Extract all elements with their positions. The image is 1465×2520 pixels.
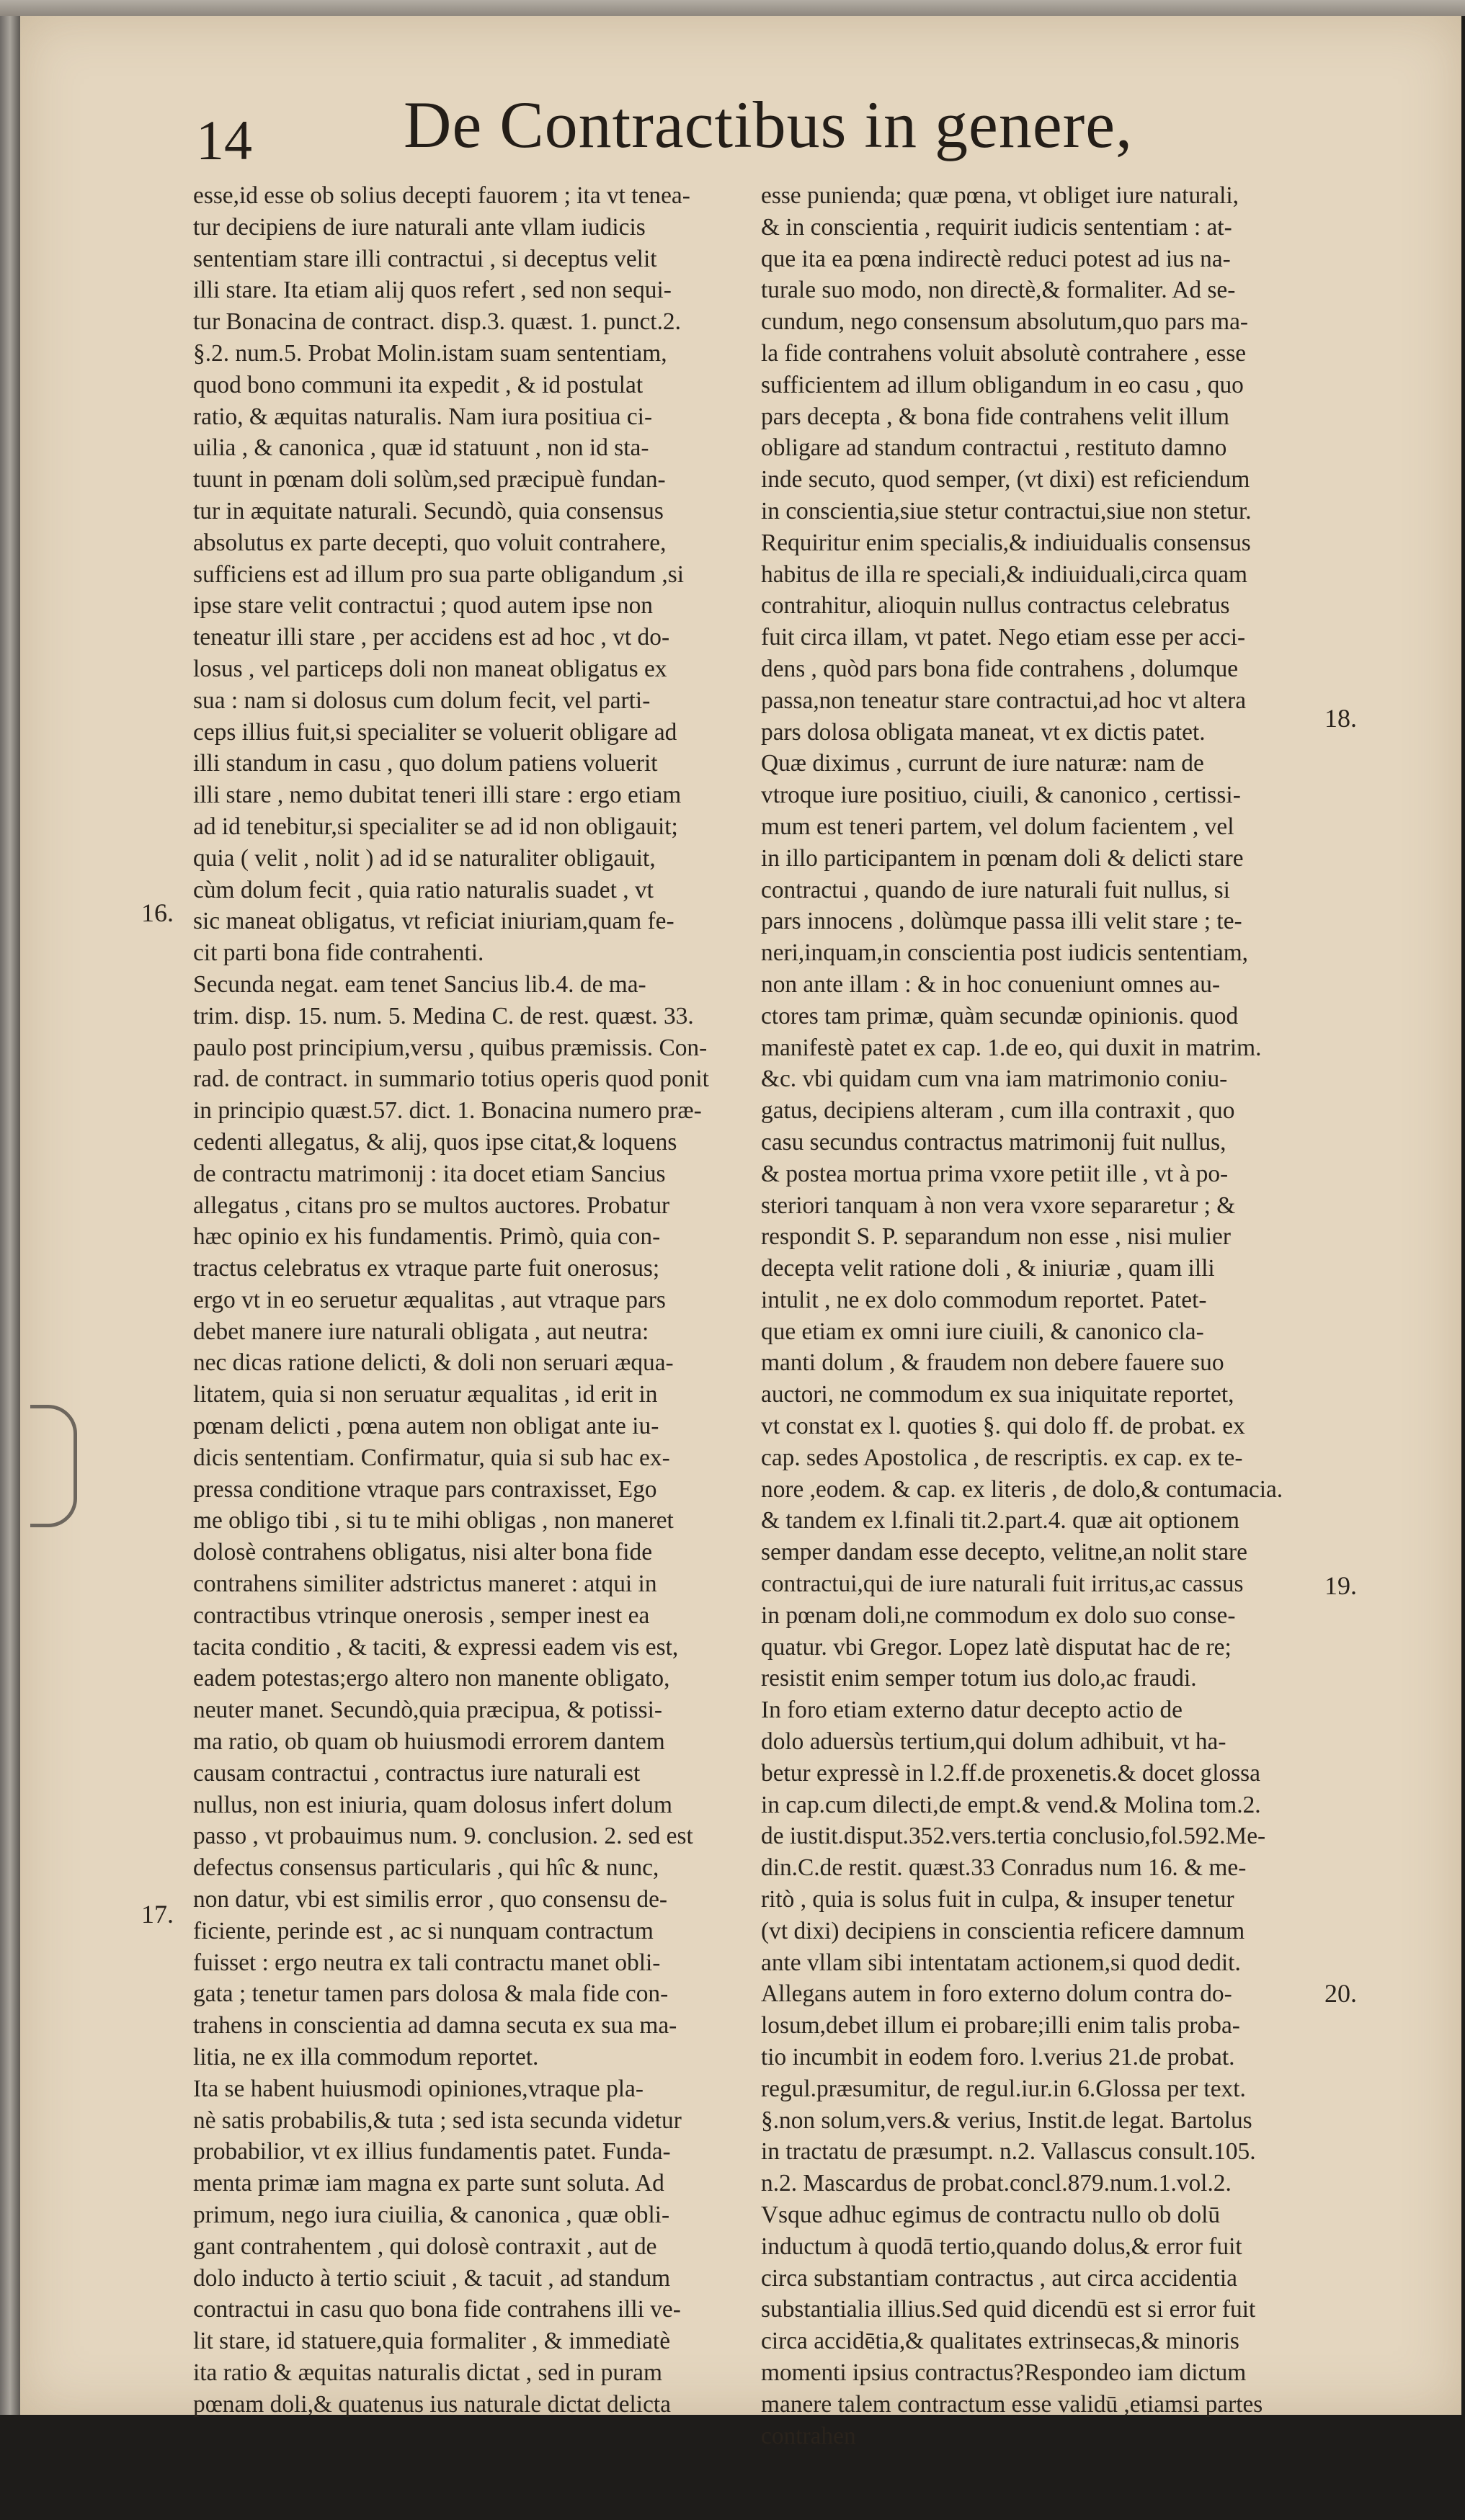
text-line: gata ; tenetur tamen pars dolosa & mala fide con- xyxy=(193,1980,669,2008)
text-line: ipse stare velit contractui ; quod autem ipse non xyxy=(193,592,653,620)
text-line: mum est teneri partem, vel dolum facientem , vel xyxy=(761,813,1234,840)
text-line: non datur, vbi est similis error , quo consensu de- xyxy=(193,1886,668,1913)
text-line: in principio quæst.57. dict. 1. Bonacina numero præ- xyxy=(193,1097,702,1125)
text-line: contrahitur, alioquin nullus contractus celebratus xyxy=(761,592,1230,620)
text-line: primum, nego iura ciuilia, & canonica , quæ obli- xyxy=(193,2202,670,2228)
text-line: dolosè contrahens obligatus, nisi alter bona fide xyxy=(193,1539,653,1566)
text-line: tur Bonacina de contract. disp.3. quæst. 1. punct.2. xyxy=(193,308,681,336)
text-line: quia ( velit , nolit ) ad id se naturaliter obligauit, xyxy=(193,844,656,872)
text-line: nore ,eodem. & cap. ex literis , de dolo,& contumacia. xyxy=(761,1475,1283,1503)
text-line: Secunda negat. eam tenet Sancius lib.4. de ma- xyxy=(193,970,646,998)
text-line: ma ratio, ob quam ob huiusmodi errorem dantem xyxy=(193,1728,665,1756)
text-line: inde secuto, quod semper, (vt dixi) est reficiendum xyxy=(761,466,1250,493)
text-line: vt constat ex l. quoties §. qui dolo ff. de probat. ex xyxy=(761,1413,1245,1440)
text-line: in cap.cum dilecti,de empt.& vend.& Molina tom.2. xyxy=(761,1791,1261,1818)
text-line: dolo inducto à tertio sciuit , & tacuit , ad standum xyxy=(193,2264,671,2292)
text-line: me obligo tibi , si tu te mihi obligas , non maneret xyxy=(193,1507,674,1534)
margin-number-16: 16. xyxy=(141,898,174,927)
text-line: paulo post principium,versu , quibus præmissis. Con- xyxy=(193,1034,708,1061)
text-line: dicis sententiam. Confirmatur, quia si sub hac ex- xyxy=(193,1444,670,1471)
text-line: & in conscientia , requirit iudicis sententiam : at- xyxy=(761,213,1232,241)
text-line: sufficientem ad illum obligandum in eo casu , quo xyxy=(761,371,1244,398)
text-line: contractui , quando de iure naturali fuit nullus, si xyxy=(761,876,1230,903)
text-line: litia, ne ex illa commodum reportet. xyxy=(193,2044,539,2071)
text-line: absolutus ex parte decepti, quo voluit contrahere, xyxy=(193,529,667,556)
text-line: in illo participantem in pœnam doli & delicti stare xyxy=(761,844,1244,872)
text-line: pressa conditione vtraque pars contraxisset, Ego xyxy=(193,1475,657,1503)
text-line: pars decepta , & bona fide contrahens velit illum xyxy=(761,403,1229,430)
top-edge xyxy=(0,0,1465,16)
text-line: semper dandam esse decepto, velitne,an nolit stare xyxy=(761,1539,1247,1566)
left-column xyxy=(193,180,755,2421)
text-line: cundum, nego consensum absolutum,quo pars ma- xyxy=(761,308,1249,336)
text-line: que ita ea pœna indirectè reduci potest ad ius na- xyxy=(761,245,1231,272)
text-line: non ante illam : & in hoc conueniunt omnes au- xyxy=(761,970,1221,998)
text-line: causam contractui , contractus iure naturali est xyxy=(193,1759,641,1787)
text-line: losum,debet illum ei probare;illi enim talis proba- xyxy=(761,2012,1240,2039)
text-line: contrahens similiter adstrictus maneret : atqui in xyxy=(193,1570,657,1598)
text-line: nullus, non est iniuria, quam dolosus infert dolum xyxy=(193,1791,672,1818)
text-line: debet manere iure naturali obligata , aut neutra: xyxy=(193,1318,649,1345)
text-line: momenti ipsius contractus?Respondeo iam dictum xyxy=(761,2359,1247,2386)
text-line: & tandem ex l.finali tit.2.part.4. quæ ait optionem xyxy=(761,1507,1239,1534)
text-line: in conscientia,siue stetur contractui,siue non stetur. xyxy=(761,497,1252,524)
text-line: vtroque iure positiuo, ciuili, & canonico , certissi- xyxy=(761,782,1241,809)
text-line: quod bono communi ita expedit , & id postulat xyxy=(193,371,644,398)
text-line: contractibus vtrinque onerosis , semper inest ea xyxy=(193,1601,650,1629)
text-line: sic maneat obligatus, vt reficiat iniuriam,quam fe- xyxy=(193,908,674,935)
text-line: neuter manet. Secundò,quia præcipua, & potissi- xyxy=(193,1697,662,1724)
text-line: tacita conditio , & taciti, & expressi eadem vis est, xyxy=(193,1633,679,1661)
text-line: circa substantiam contractus , aut circa accidentia xyxy=(761,2264,1237,2292)
text-line: tur decipiens de iure naturali ante vllam iudicis xyxy=(193,213,646,241)
text-line: de iustit.disput.352.vers.tertia conclusio,fol.592.Me- xyxy=(761,1823,1266,1850)
text-line: allegatus , citans pro se multos auctores. Probatur xyxy=(193,1192,670,1219)
text-line: circa accidētia,& qualitates extrinsecas,& minoris xyxy=(761,2328,1239,2355)
text-line: ad id tenebitur,si specialiter se ad id non obligauit; xyxy=(193,813,678,840)
text-line: regul.præsumitur, de regul.iur.in 6.Glossa per text. xyxy=(761,2075,1246,2102)
text-line: respondit S. P. separandum non esse , nisi mulier xyxy=(761,1223,1231,1251)
text-line: resistit enim semper totum ius dolo,ac fraudi. xyxy=(761,1665,1197,1692)
text-line: hæc opinio ex his fundamentis. Primò, quia con- xyxy=(193,1223,661,1251)
text-line: rad. de contract. in summario totius operis quod ponit xyxy=(193,1065,709,1093)
text-line: neri,inquam,in conscientia post iudicis sententiam, xyxy=(761,939,1249,967)
text-line: cit parti bona fide contrahenti. xyxy=(193,939,484,967)
page-number: 14 xyxy=(196,109,252,171)
text-line: habitus de illa re speciali,& indiuiduali,circa quam xyxy=(761,560,1248,588)
text-line: manere talem contractum esse validū ,etiamsi partes xyxy=(761,2390,1263,2418)
text-line: ficiente, perinde est , ac si nunquam contractum xyxy=(193,1917,654,1944)
text-line: pars innocens , dolùmque passa illi velit stare ; te- xyxy=(761,908,1242,935)
text-line: tio incumbit in eodem foro. l.verius 21.de probat. xyxy=(761,2044,1235,2071)
text-line: auctori, ne commodum ex sua iniquitate reportet, xyxy=(761,1381,1234,1408)
text-line: ritò , quia is solus fuit in culpa, & insuper tenetur xyxy=(761,1886,1234,1913)
text-line: uilia , & canonica , quæ id statuunt , non id sta- xyxy=(193,434,649,462)
text-line: trahens in conscientia ad damna secuta ex sua ma- xyxy=(193,2012,677,2039)
text-line: decepta velit ratione doli , & iniuriæ , quam illi xyxy=(761,1255,1215,1282)
text-line: manti dolum , & fraudem non debere fauere suo xyxy=(761,1349,1224,1377)
text-line: turale suo modo, non directè,& formaliter. Ad se- xyxy=(761,277,1236,304)
text-line: contractui,qui de iure naturali fuit irritus,ac cassus xyxy=(761,1570,1244,1598)
text-line: Vsque adhuc egimus de contractu nullo ob dolū xyxy=(761,2202,1221,2228)
margin-number-17: 17. xyxy=(141,1900,174,1929)
text-line: ante vllam sibi intentatam actionem,si quod dedit. xyxy=(761,1949,1241,1976)
text-line: pœnam doli,& quatenus ius naturale dictat delicta xyxy=(193,2390,671,2418)
text-line: eadem potestas;ergo altero non manente obligato, xyxy=(193,1665,670,1692)
text-line: substantialia illius.Sed quid dicendū est si error fuit xyxy=(761,2296,1256,2323)
text-line: nec dicas ratione delicti, & doli non seruari æqua- xyxy=(193,1349,674,1377)
text-line: & postea mortua prima vxore petiit ille , vt à po- xyxy=(761,1160,1229,1187)
book-spine xyxy=(0,16,20,2415)
text-line: manifestè patet ex cap. 1.de eo, qui duxit in matrim. xyxy=(761,1034,1262,1061)
text-line: sufficiens est ad illum pro sua parte obligandum ,si xyxy=(193,560,684,588)
text-line: illi stare , nemo dubitat teneri illi stare : ergo etiam xyxy=(193,782,682,809)
margin-number-18: 18. xyxy=(1324,704,1357,733)
text-line: casu secundus contractus matrimonij fuit nullus, xyxy=(761,1128,1226,1156)
right-column xyxy=(761,180,1283,2452)
text-line: Allegans autem in foro externo dolum contra do- xyxy=(761,1980,1232,2008)
margin-number-20: 20. xyxy=(1324,1979,1357,2008)
text-line: contrahen xyxy=(761,2422,856,2449)
text-line: steriori tanquam à non vera vxore separaretur ; & xyxy=(761,1192,1236,1219)
text-line: tur in æquitate naturali. Secundò, quia consensus xyxy=(193,497,664,524)
text-line: n.2. Mascardus de probat.concl.879.num.1.vol.2. xyxy=(761,2170,1232,2197)
text-line: Requiritur enim specialis,& indiuidualis consensus xyxy=(761,529,1251,556)
text-line: menta primæ iam magna ex parte sunt soluta. Ad xyxy=(193,2170,664,2197)
text-line: de contractu matrimonij : ita docet etiam Sancius xyxy=(193,1160,666,1187)
text-line: Quæ diximus , currunt de iure naturæ: nam de xyxy=(761,750,1204,777)
text-line: gant contrahentem , qui dolosè contraxit , aut de xyxy=(193,2233,657,2260)
text-line: betur expressè in l.2.ff.de proxenetis.& docet glossa xyxy=(761,1759,1260,1787)
text-line: illi standum in casu , quo dolum patiens voluerit xyxy=(193,750,658,777)
text-line: gatus, decipiens alteram , cum illa contraxit , quo xyxy=(761,1097,1235,1125)
text-line: litatem, quia si non seruatur æqualitas , id erit in xyxy=(193,1381,658,1408)
text-line: pars dolosa obligata maneat, vt ex dictis patet. xyxy=(761,718,1206,746)
page-clip xyxy=(30,1405,77,1527)
text-line: sententiam stare illi contractui , si deceptus velit xyxy=(193,245,657,272)
text-line: tractus celebratus ex vtraque parte fuit onerosus; xyxy=(193,1255,660,1282)
text-line: sua : nam si dolosus cum dolum fecit, vel parti- xyxy=(193,687,651,714)
text-line: in pœnam doli,ne commodum ex dolo suo conse- xyxy=(761,1601,1236,1629)
text-line: dens , quòd pars bona fide contrahens , dolumque xyxy=(761,655,1239,682)
text-line: In foro etiam externo datur decepto actio de xyxy=(761,1697,1183,1724)
text-line: din.C.de restit. quæst.33 Conradus num 16. & me- xyxy=(761,1854,1247,1882)
text-line: tuunt in pœnam doli solùm,sed præcipuè fundan- xyxy=(193,466,666,493)
text-line: intulit , ne ex dolo commodum reportet. Patet- xyxy=(761,1286,1207,1313)
text-line: passo , vt probauimus num. 9. conclusion. 2. sed est xyxy=(193,1823,693,1850)
text-line: defectus consensus particularis , qui hîc & nunc, xyxy=(193,1854,659,1882)
text-line: inductum à quodā tertio,quando dolus,& error fuit xyxy=(761,2233,1242,2260)
text-line: obligare ad standum contractui , restituto damno xyxy=(761,434,1227,462)
text-line: §.non solum,vers.& verius, Instit.de legat. Bartolus xyxy=(761,2106,1252,2134)
text-line: teneatur illi stare , per accidens est ad hoc , vt do- xyxy=(193,624,670,651)
text-line: illi stare. Ita etiam alij quos refert , sed non sequi- xyxy=(193,277,672,304)
text-line: cedenti allegatus, & alij, quos ipse citat,& loquens xyxy=(193,1128,677,1156)
text-line: (vt dixi) decipiens in conscientia reficere damnum xyxy=(761,1917,1245,1944)
text-line: ratio, & æquitas naturalis. Nam iura positiua ci- xyxy=(193,403,653,430)
text-line: trim. disp. 15. num. 5. Medina C. de rest. quæst. 33. xyxy=(193,1002,694,1029)
text-line: que etiam ex omni iure ciuili, & canonico cla- xyxy=(761,1318,1204,1345)
text-line: ctores tam primæ, quàm secundæ opinionis. quod xyxy=(761,1002,1239,1029)
text-line: cùm dolum fecit , quia ratio naturalis suadet , vt xyxy=(193,876,654,903)
text-line: probabilior, vt ex illius fundamentis patet. Funda- xyxy=(193,2138,671,2166)
text-line: ergo vt in eo seruetur æqualitas , aut vtraque pars xyxy=(193,1286,666,1313)
text-line: esse,id esse ob solius decepti fauorem ; ita vt tenea- xyxy=(193,182,690,209)
text-line: fuit circa illam, vt patet. Nego etiam esse per acci- xyxy=(761,624,1246,651)
text-line: la fide contrahens voluit absolutè contrahere , esse xyxy=(761,339,1247,367)
text-line: lit stare, id statuere,quia formaliter , & immediatè xyxy=(193,2328,671,2355)
text-line: ita ratio & æquitas naturalis dictat , sed in puram xyxy=(193,2359,662,2386)
text-line: cap. sedes Apostolica , de rescriptis. ex cap. ex te- xyxy=(761,1444,1243,1471)
margin-number-19: 19. xyxy=(1324,1571,1357,1600)
text-line: losus , vel particeps doli non maneat obligatus ex xyxy=(193,655,667,682)
text-line: quatur. vbi Gregor. Lopez latè disputat hac de re; xyxy=(761,1633,1232,1661)
text-line: esse punienda; quæ pœna, vt obliget iure naturali, xyxy=(761,182,1239,209)
text-line: Ita se habent huiusmodi opiniones,vtraque pla- xyxy=(193,2075,644,2102)
text-line: dolo aduersùs tertium,qui dolum adhibuit, vt ha- xyxy=(761,1728,1226,1756)
running-title: De Contractibus in genere, xyxy=(404,88,1134,161)
text-line: in tractatu de præsumpt. n.2. Vallascus consult.105. xyxy=(761,2138,1256,2166)
text-line: contractui in casu quo bona fide contrahens illi ve- xyxy=(193,2296,681,2323)
text-line: nè satis probabilis,& tuta ; sed ista secunda videtur xyxy=(193,2106,682,2134)
text-line: ceps illius fuit,si specialiter se voluerit obligare ad xyxy=(193,718,677,746)
text-line: pœnam delicti , pœna autem non obligat ante iu- xyxy=(193,1413,659,1440)
text-line: fuisset : ergo neutra ex tali contractu manet obli- xyxy=(193,1949,661,1976)
text-line: passa,non teneatur stare contractui,ad hoc vt altera xyxy=(761,687,1247,714)
text-line: &c. vbi quidam cum vna iam matrimonio coniu- xyxy=(761,1065,1228,1093)
text-line: §.2. num.5. Probat Molin.istam suam sententiam, xyxy=(193,339,667,367)
